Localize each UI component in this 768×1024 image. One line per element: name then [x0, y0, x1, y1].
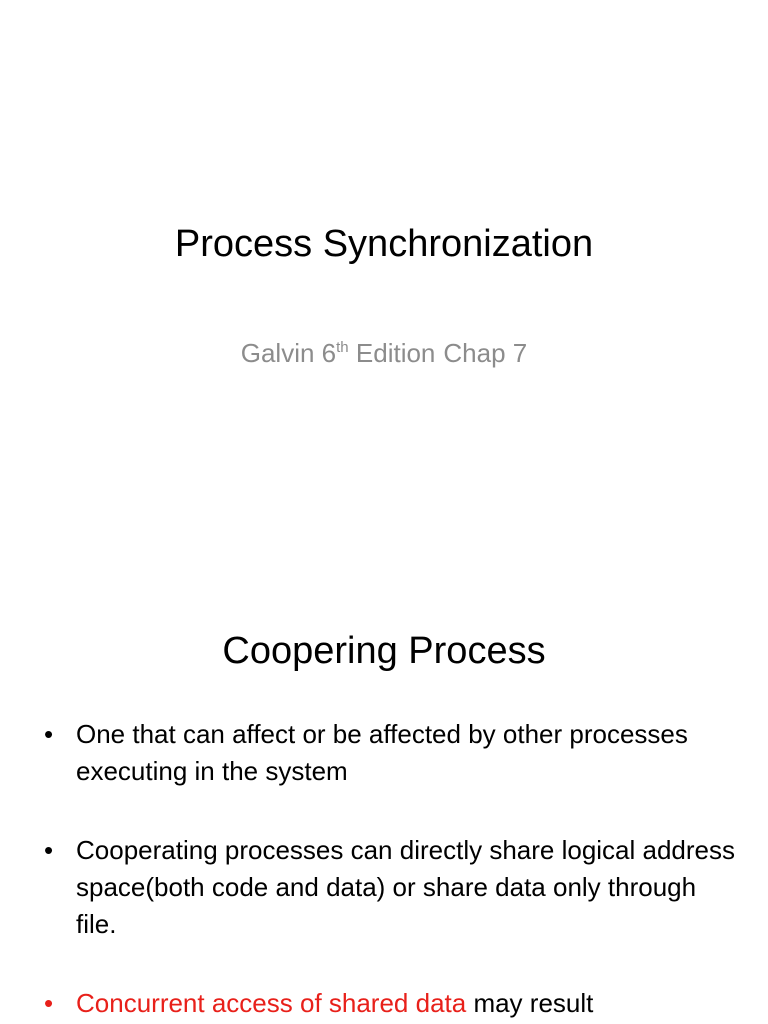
bullet-marker: • — [44, 719, 54, 749]
slide-subtitle — [0, 337, 768, 369]
subtitle-chapter: Chap 7 — [443, 338, 528, 368]
bullet-item — [40, 716, 740, 790]
slide-cooperating-process — [0, 576, 768, 1024]
slide-title: Coopering Process — [222, 630, 546, 672]
bullet-list — [40, 716, 740, 1024]
bullet-marker: • — [44, 835, 54, 865]
subtitle-edition: Edition — [355, 338, 436, 368]
slide-title: Process Synchronization — [174, 223, 594, 265]
bullet-text: may result — [466, 988, 594, 1018]
subtitle-author: Galvin 6 — [240, 338, 337, 368]
bullet-highlight-text: Concurrent access of shared data — [76, 988, 467, 1018]
bullet-marker: • — [44, 988, 54, 1018]
bullet-item — [40, 832, 740, 943]
bullet-item — [40, 985, 740, 1022]
bullet-text: Cooperating processes can directly share logical address space(both code and data) or share data only through file. — [76, 835, 736, 939]
subtitle-superscript: th — [336, 339, 349, 356]
bullet-text: One that can affect or be affected by other processes executing in the system — [76, 719, 688, 786]
